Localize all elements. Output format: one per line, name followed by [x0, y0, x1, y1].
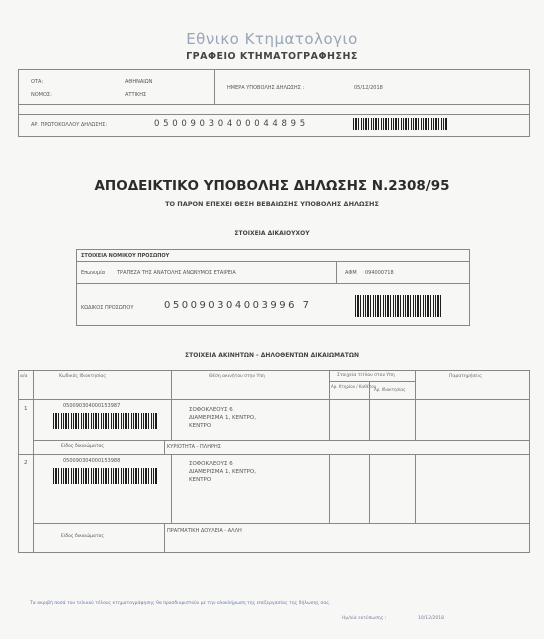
nomos-value: ΑΤΤΙΚΗΣ: [125, 92, 147, 98]
row1-aa: 1: [24, 406, 28, 412]
person-code-label: ΚΩΔΙΚΟΣ ΠΡΟΣΩΠΟΥ: [81, 305, 134, 311]
afm-label: ΑΦΜ: [345, 270, 357, 276]
row2-right-value: ΠΡΑΓΜΑΤΙΚΗ ΔΟΥΛΕΙΑ - ΑΛΛΗ: [167, 528, 242, 534]
row2-address-line3: ΚΕΝΤΡΟ: [189, 477, 212, 483]
person-code-barcode: [355, 295, 443, 317]
protocol-barcode: [353, 118, 447, 130]
document-subtitle: ΤΟ ΠΑΡΟΝ ΕΠΕΧΕΙ ΘΕΣΗ ΒΕΒΑΙΩΣΗΣ ΥΠΟΒΟΛΗΣ ΔΗΛΩΣΗΣ: [165, 200, 379, 208]
row2-right-label: Είδος δικαιώματος: [61, 534, 105, 539]
row1-right-label: Είδος δικαιώματος: [61, 444, 105, 449]
col-property-no: Αρ. Ιδιοκτησίας: [374, 387, 406, 392]
col-aa: α/α: [20, 374, 28, 379]
footer-note: Τα ακριβή ποσά του τελικού τέλους κτηματογράφησης θα προσδιοριστούν με την ολοκλήρωση της επεξεργασίας της δήλωσης σας.: [30, 601, 331, 606]
cadastre-logo: Εθνικο Κτηματολογιο: [186, 30, 358, 48]
row1-kaek: 050090304000153987: [63, 403, 121, 409]
protocol-number-value: 0 5 0 0 9 0 3 0 4 0 0 0 4 4 8 9 5: [154, 119, 306, 129]
row2-address-line1: ΣΟΦΟΚΛΕΟΥΣ 6: [189, 461, 233, 467]
beneficiary-box: [76, 249, 470, 326]
row1-address-line3: ΚΕΝΤΡΟ: [189, 423, 212, 429]
row1-address-line2: ΔΙΑΜΕΡΙΣΜΑ 1, ΚΕΝΤΡΟ,: [189, 415, 256, 421]
row2-barcode: [53, 468, 157, 484]
submission-date-label: ΗΜΕΡΑ ΥΠΟΒΟΛΗΣ ΔΗΛΩΣΗΣ :: [227, 85, 305, 91]
protocol-number-label: ΑΡ. ΠΡΩΤΟΚΟΛΛΟΥ ΔΗΛΩΣΗΣ:: [31, 122, 108, 128]
document-title: ΑΠΟΔΕΙΚΤΙΚΟ ΥΠΟΒΟΛΗΣ ΔΗΛΩΣΗΣ Ν.2308/95: [94, 178, 450, 194]
nomos-label: ΝΟΜΟΣ:: [31, 92, 52, 98]
afm-value: 094000718: [365, 270, 394, 276]
beneficiary-section-title: ΣΤΟΙΧΕΙΑ ΔΙΚΑΙΟΥΧΟΥ: [234, 230, 310, 237]
person-code-value: 050090304003996 7: [164, 300, 312, 311]
col-notes: Παρατηρήσεις: [449, 374, 482, 379]
col-building-no: Αρ. Κτηρίου / Καθέτου: [331, 384, 376, 389]
ota-value: ΑΘΗΝΑΙΩΝ: [125, 79, 153, 85]
ota-label: ΟΤΑ:: [31, 79, 44, 85]
col-title-info: Στοιχεία τίτλου στον Υπη: [337, 373, 395, 378]
submission-date-value: 05/12/2018: [354, 85, 383, 91]
row2-kaek: 050090304000153988: [63, 458, 121, 464]
row1-address-line1: ΣΟΦΟΚΛΕΟΥΣ 6: [189, 407, 233, 413]
col-kaek: Κωδικός Ιδιοκτησίας: [59, 374, 107, 379]
row2-address-line2: ΔΙΑΜΕΡΙΣΜΑ 1, ΚΕΝΤΡΟ,: [189, 469, 256, 475]
row1-right-value: ΚΥΡΙΟΤΗΤΑ - ΠΛΗΡΗΣ: [167, 444, 221, 450]
office-heading: ΓΡΑΦΕΙΟ ΚΤΗΜΑΤΟΓΡΑΦΗΣΗΣ: [186, 51, 358, 62]
company-name-label: Επωνυμία: [81, 270, 106, 276]
beneficiary-box-title: ΣΤΟΙΧΕΙΑ ΝΟΜΙΚΟΥ ΠΡΟΣΩΠΟΥ: [81, 253, 170, 259]
company-name-value: ΤΡΑΠΕΖΑ ΤΗΣ ΑΝΑΤΟΛΗΣ ΑΝΩΝΥΜΟΣ ΕΤΑΙΡΕΙΑ: [117, 270, 236, 276]
properties-section-title: ΣΤΟΙΧΕΙΑ ΑΚΙΝΗΤΩΝ - ΔΗΛΟΘΕΝΤΩΝ ΔΙΚΑΙΩΜΑΤΩΝ: [185, 352, 359, 359]
declaration-info-box: [18, 69, 530, 137]
col-address: Θέση ακινήτου στην Υπη: [209, 374, 265, 379]
properties-table: [18, 370, 530, 553]
row1-barcode: [53, 413, 157, 429]
print-date-value: 10/12/2018: [418, 616, 444, 621]
print-date-label: Ημ/νία εκτύπωσης :: [342, 616, 387, 621]
row2-aa: 2: [24, 460, 28, 466]
